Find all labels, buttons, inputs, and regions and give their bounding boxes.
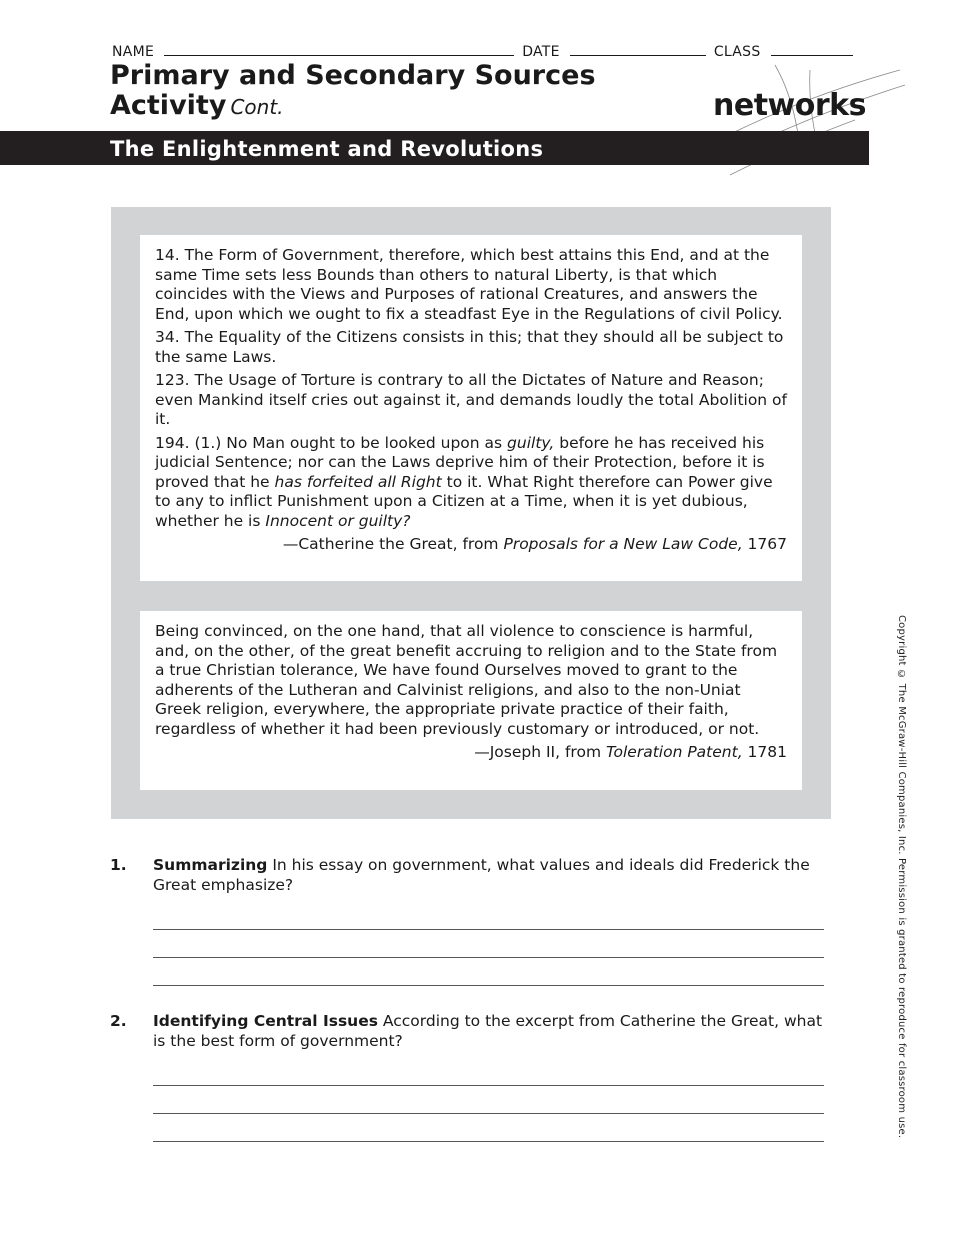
joseph-attribution: —Joseph II, from Toleration Patent, 1781 xyxy=(474,743,787,761)
question-2 xyxy=(110,1012,830,1051)
answer-line[interactable] xyxy=(153,1113,824,1114)
excerpt-paragraph-123: 123. The Usage of Torture is contrary to all the Dictates of Nature and Reason; even Mankind itself cries out against it, and demands loudly the total Abolition of it. xyxy=(155,371,787,428)
catherine-excerpt xyxy=(140,235,802,581)
catherine-attribution: —Catherine the Great, from Proposals for a New Law Code, 1767 xyxy=(282,535,787,553)
answer-line[interactable] xyxy=(153,929,824,930)
answer-line[interactable] xyxy=(153,985,824,986)
banner-title: The Enlightenment and Revolutions xyxy=(110,137,544,161)
excerpt-paragraph-194: 194. (1.) No Man ought to be looked upon as guilty, before he has received his judicial Sentence; nor can the Laws deprive him of their Protection, before it is proved that he has forfeited all Right to it. What Right therefore can Power give to any to inflict Punishment upon a Citizen at a Time, when it is yet dubious, whether he is Innocent or guilty? xyxy=(155,433,773,530)
date-label: DATE xyxy=(522,44,560,60)
question-1 xyxy=(110,856,830,895)
question-number: 1. xyxy=(110,856,127,874)
joseph-text: Being convinced, on the one hand, that all violence to conscience is harmful, and, on the other, of the great benefit accruing to religion and to the State from a true Christian tolerance, We have found Ourselves moved to grant to the adherents of the Lutheran and Calvinist religions, and also to the non-Uniat Greek religion, everywhere, the appropriate private practice of their faith, regardless of whether it had been previously customary or introduced, or not. xyxy=(155,622,778,738)
page-subtitle xyxy=(110,90,284,123)
student-info-row xyxy=(112,41,861,60)
name-label: NAME xyxy=(112,44,155,60)
answer-line[interactable] xyxy=(153,1085,824,1086)
joseph-excerpt xyxy=(140,611,802,790)
excerpt-paragraph-34: 34. The Equality of the Citizens consists in this; that they should all be subject to the same Laws. xyxy=(155,328,784,366)
page-title: Primary and Secondary Sources xyxy=(110,60,596,91)
networks-logo: networks xyxy=(713,88,866,123)
copyright-notice: Copyright © The McGraw-Hill Companies, Inc. Permission is granted to reproduce for classroom use. xyxy=(896,615,907,1139)
class-blank[interactable] xyxy=(771,41,853,56)
answer-line[interactable] xyxy=(153,957,824,958)
answer-line[interactable] xyxy=(153,1141,824,1142)
name-blank[interactable] xyxy=(164,41,514,56)
question-skill: Summarizing xyxy=(153,856,268,874)
question-text: According to the excerpt from Catherine the Great, what is the best form of government? xyxy=(153,1012,823,1050)
class-label: CLASS xyxy=(713,44,761,60)
question-number: 2. xyxy=(110,1012,127,1030)
subtitle-activity: Activity xyxy=(110,90,227,121)
question-skill: Identifying Central Issues xyxy=(153,1012,378,1030)
date-blank[interactable] xyxy=(570,41,706,56)
question-text: In his essay on government, what values and ideals did Frederick the Great emphasize? xyxy=(153,856,810,894)
subtitle-cont: Cont. xyxy=(230,95,284,119)
excerpt-paragraph-14: 14. The Form of Government, therefore, which best attains this End, and at the same Time sets less Bounds than others to natural Liberty, is that which coincides with the Views and Purposes of rational Creatures, and answers the End, upon which we ought to fix a steadfast Eye in the Regulations of civil Policy. xyxy=(155,246,783,323)
